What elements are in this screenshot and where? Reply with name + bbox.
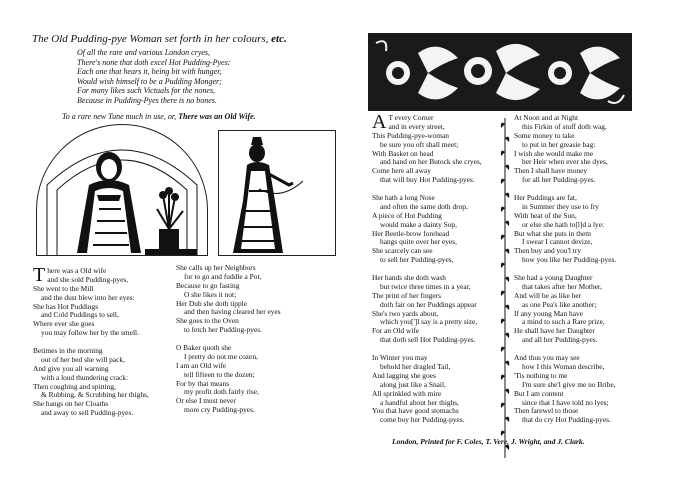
stanza bbox=[33, 347, 149, 418]
verse-line-text: And thus you may see bbox=[514, 353, 580, 363]
verse-line-text: Then farewel to those bbox=[514, 406, 579, 416]
verse-line-text: For an Old wife bbox=[372, 326, 420, 336]
verse-column-1 bbox=[33, 264, 149, 427]
verse-line-text: O she likes it not; bbox=[184, 289, 237, 299]
vine-leaf bbox=[505, 137, 509, 142]
verse-line-text: The print of her fingers bbox=[372, 290, 441, 300]
verse-line-text: She hangs on her Cloaths bbox=[33, 399, 109, 409]
verse-line-text: doth fair on her Puddings appear bbox=[380, 299, 477, 309]
verse-line bbox=[514, 256, 616, 265]
vine-leaf bbox=[505, 417, 509, 422]
vine-leaf bbox=[505, 333, 509, 338]
verse-line bbox=[33, 409, 149, 418]
decorative-woodcut-banner bbox=[368, 33, 632, 111]
verse-line-text: All sprinkled with mire bbox=[372, 388, 442, 398]
verse-line-text: With heat of the Sun, bbox=[514, 210, 577, 220]
vine-leaf bbox=[501, 403, 505, 408]
verse-line-text: And will be as like her bbox=[514, 290, 582, 300]
verse-line-text: as one Pea's like another; bbox=[522, 299, 597, 309]
drop-cap-initial: A bbox=[372, 111, 387, 133]
intro-line: Would wish himself to be a Pudding Monger; bbox=[77, 76, 222, 86]
vine-leaf bbox=[501, 151, 505, 156]
vine-leaf bbox=[501, 179, 505, 184]
verse-line-text: And give you all warning bbox=[33, 363, 109, 373]
verse-line-text: This Pudding-pye-woman bbox=[372, 130, 449, 140]
verse-line-text: He shall have her Daughter bbox=[514, 326, 595, 336]
verse-line-text: behold her dragled Tail, bbox=[380, 361, 451, 371]
vine-leaf bbox=[501, 431, 505, 436]
verse-line-text: She hath a long Nose bbox=[372, 193, 435, 203]
verse-line-text: But what she puts in them bbox=[514, 228, 591, 238]
verse-line-text: In Winter you may bbox=[372, 353, 428, 363]
drop-cap-initial: T bbox=[33, 264, 46, 286]
verse-line-text: and she sold Pudding-pyes, bbox=[47, 274, 129, 284]
vine-leaf bbox=[505, 305, 509, 310]
verse-line bbox=[176, 406, 281, 415]
stanza bbox=[514, 354, 616, 425]
stanza bbox=[176, 344, 281, 415]
verse-line-text: would make a dainty Sop, bbox=[380, 219, 457, 229]
verse-line bbox=[372, 336, 482, 345]
verse-line-text: that doth sell Hot Pudding-pyes. bbox=[380, 335, 476, 345]
verse-line-text: If any young Man have bbox=[514, 308, 583, 318]
ballad-title: The Old Pudding-pye Woman set forth in her colours, etc. bbox=[32, 33, 287, 45]
tune-line: To a rare new Tune much in use, or, There was an Old Wife. bbox=[62, 112, 256, 121]
verse-line-text: tell fifteen to the dozen; bbox=[184, 369, 255, 379]
vine-leaf bbox=[501, 347, 505, 352]
verse-line-text: I am an Old wife bbox=[176, 360, 227, 370]
vine-leaf bbox=[501, 319, 505, 324]
intro-line: Of all the rare and various London cryes, bbox=[77, 48, 211, 57]
verse-line-text: O Baker quoth she bbox=[176, 343, 232, 353]
verse-line-text: and away to sell Pudding-pyes. bbox=[41, 408, 134, 418]
verse-line-text: She calls up her Neighbors bbox=[176, 263, 256, 272]
stanza bbox=[33, 264, 149, 338]
verse-line-text: you may follow her by the smell. bbox=[41, 328, 139, 338]
verse-line-text: She went to the Mill bbox=[33, 283, 94, 293]
verse-line-text: with a loud thundering crack: bbox=[41, 372, 129, 382]
intro-line: There's none that doth excel Hot Pudding-Pyes: bbox=[77, 57, 231, 67]
verse-line bbox=[372, 256, 482, 265]
verse-line-text: and Cold Puddings to sell, bbox=[41, 310, 119, 320]
verse-line-text: to put in her greasie bag: bbox=[522, 139, 596, 149]
stanza bbox=[514, 274, 616, 345]
verse-line bbox=[372, 416, 482, 425]
verse-line-text: She had a young Daughter bbox=[514, 273, 593, 283]
vine-leaf bbox=[501, 123, 505, 128]
verse-line-text: here was a Old wife bbox=[47, 266, 107, 275]
verse-line bbox=[372, 176, 482, 185]
woodcut-walking-woman-image bbox=[219, 131, 335, 255]
vine-leaf bbox=[501, 235, 505, 240]
verse-column-3 bbox=[372, 111, 482, 434]
verse-line-text: that takes after her Mother, bbox=[522, 281, 602, 291]
verse-line-text: A piece of Hot Pudding bbox=[372, 210, 442, 220]
verse-line-text: She's two yards about, bbox=[372, 308, 439, 318]
verse-line bbox=[514, 176, 616, 185]
verse-line-text: She has Hot Puddings bbox=[33, 301, 99, 311]
verse-line-text: But I am content bbox=[514, 388, 564, 398]
stanza bbox=[176, 264, 281, 335]
verse-line-text: for to go and fuddle a Pot, bbox=[184, 271, 262, 281]
vine-leaf bbox=[505, 249, 509, 254]
verse-line-text: and then having cleared her eyes bbox=[184, 307, 281, 317]
verse-line-text: Her Dub she doth tipple bbox=[176, 298, 248, 308]
vine-leaf bbox=[505, 193, 509, 198]
verse-line-text: this Firkin of stuff doth wag, bbox=[522, 121, 607, 131]
stanza bbox=[372, 194, 482, 265]
verse-line-text: Some money to take bbox=[514, 130, 575, 140]
verse-line-text: and the dust blew into her eyes: bbox=[41, 292, 135, 302]
vine-leaf bbox=[501, 207, 505, 212]
verse-line-text: and in every street, bbox=[388, 121, 445, 131]
woodcut-old-woman bbox=[36, 124, 208, 256]
verse-column-2 bbox=[176, 264, 281, 424]
verse-line-text: more cry Pudding-pyes. bbox=[184, 405, 255, 415]
verse-line-text: 'Tis nothing to me bbox=[514, 370, 568, 380]
verse-line-text: her Heir when ever she dyes, bbox=[522, 157, 608, 167]
verse-line-text: to fetch her Pudding-pyes. bbox=[184, 325, 262, 335]
verse-line-text: & Rubbing, & Scrubbing her thighs, bbox=[41, 390, 149, 400]
verse-line-text: You that have good stomachs bbox=[372, 406, 459, 416]
stanza bbox=[514, 114, 616, 185]
verse-line-text: and often the same doth drop, bbox=[380, 201, 468, 211]
intro-line: Because in Pudding-Pyes there is no bones. bbox=[77, 95, 217, 105]
stanza bbox=[372, 274, 482, 345]
intro-line: Each one that hears it, being bit with hunger, bbox=[77, 67, 222, 76]
vine-leaf bbox=[501, 375, 505, 380]
vine-ornament-image bbox=[500, 118, 510, 458]
verse-line-text: for all her Pudding-pyes. bbox=[522, 175, 596, 185]
verse-column-4 bbox=[514, 114, 616, 434]
verse-line-text: I wish she would make me bbox=[514, 148, 594, 158]
verse-line-text: Come here all away bbox=[372, 166, 431, 176]
verse-line-text: along just like a Snail, bbox=[380, 379, 446, 389]
verse-line-text: how you like her Pudding-pyes. bbox=[522, 255, 617, 265]
verse-line-text: or else she hath to[l]d a lye: bbox=[522, 219, 605, 229]
verse-line-text: Her Puddings are fat, bbox=[514, 193, 577, 203]
verse-line-text: that will buy Hot Pudding-pyes. bbox=[380, 175, 475, 185]
verse-line-text: With Basket on head bbox=[372, 148, 434, 158]
verse-line-text: Betimes in the morning bbox=[33, 346, 103, 356]
verse-line-text: a mind to such a Rare prize, bbox=[522, 317, 605, 327]
verse-line-text: but twice three times in a year, bbox=[380, 281, 471, 291]
verse-line-text: T every Corner bbox=[388, 113, 434, 122]
stanza bbox=[514, 194, 616, 265]
woodcut-walking-woman bbox=[218, 130, 336, 256]
verse-line-text: I swear I cannot devize, bbox=[522, 237, 593, 247]
verse-line-text: Her hands she doth wash bbox=[372, 273, 446, 283]
verse-line-text: and hand on her Butock she cryes, bbox=[380, 157, 482, 167]
intro-line: For many likes such Victuals for the nones, bbox=[77, 86, 216, 95]
verse-line-text: I'm sure she'l give me no Bribe, bbox=[522, 379, 616, 389]
vine-leaf bbox=[505, 221, 509, 226]
verse-line-text: which you[']l say is a pretty size, bbox=[380, 317, 478, 327]
printer-imprint: London, Printed for F. Coles, T. Vere, J. Wright, and J. Clark. bbox=[392, 437, 585, 446]
verse-line-text: She scarcely can see bbox=[372, 246, 433, 256]
verse-line-text: hangs quite over her eyes, bbox=[380, 237, 457, 247]
verse-line-text: Then coughing and spitting, bbox=[33, 381, 116, 391]
stanza bbox=[372, 354, 482, 425]
verse-line-text: At Noon and at Night bbox=[514, 113, 579, 122]
woodcut-old-woman-image bbox=[37, 125, 207, 255]
verse-line bbox=[176, 326, 281, 335]
verse-line-text: in Summer they use to fry bbox=[522, 201, 599, 211]
verse-line bbox=[33, 329, 149, 338]
vine-leaf bbox=[501, 291, 505, 296]
stanza bbox=[372, 111, 482, 185]
vine-leaf bbox=[501, 263, 505, 268]
verse-line-text: since that I have told no lyes; bbox=[522, 397, 609, 407]
verse-line-text: my profit doth fairly rise, bbox=[184, 387, 259, 397]
verse-line-text: And lagging she goes bbox=[372, 370, 436, 380]
verse-line-text: Her Beetle-brow forehead bbox=[372, 228, 450, 238]
verse-line-text: come buy her Pudding-pyes. bbox=[380, 415, 465, 425]
vine-leaf bbox=[505, 361, 509, 366]
verse-line-text: Or else I must never bbox=[176, 396, 236, 406]
vine-leaf bbox=[505, 389, 509, 394]
verse-line bbox=[514, 336, 616, 345]
vine-ornament-divider bbox=[500, 118, 510, 458]
verse-line-text: For by that means bbox=[176, 378, 230, 388]
verse-line-text: out of her bed she will pack, bbox=[41, 354, 125, 364]
vine-leaf bbox=[505, 165, 509, 170]
verse-line-text: I pretty do not me cozen, bbox=[184, 351, 258, 361]
verse-line-text: how I this Woman describe, bbox=[522, 361, 605, 371]
verse-line-text: be sure you oft shall meet; bbox=[380, 139, 459, 149]
verse-line-text: She goes to the Oven bbox=[176, 316, 239, 326]
verse-line-text: Then buy and you'l try bbox=[514, 246, 582, 256]
verse-line-text: Where ever she goes bbox=[33, 319, 95, 329]
verse-line-text: Then I shall have money bbox=[514, 166, 588, 176]
verse-line-text: Because to go fasting bbox=[176, 280, 240, 290]
verse-line-text: that do cry Hot Pudding-pyes. bbox=[522, 415, 611, 425]
verse-line-text: and all her Pudding-pyes. bbox=[522, 335, 598, 345]
vine-leaf bbox=[505, 277, 509, 282]
verse-line bbox=[514, 416, 616, 425]
verse-line-text: to sell her Pudding-pyes, bbox=[380, 255, 454, 265]
verse-line-text: a handful about her thighs, bbox=[380, 397, 460, 407]
intro-verse bbox=[77, 48, 230, 105]
floral-banner-image bbox=[368, 33, 632, 111]
